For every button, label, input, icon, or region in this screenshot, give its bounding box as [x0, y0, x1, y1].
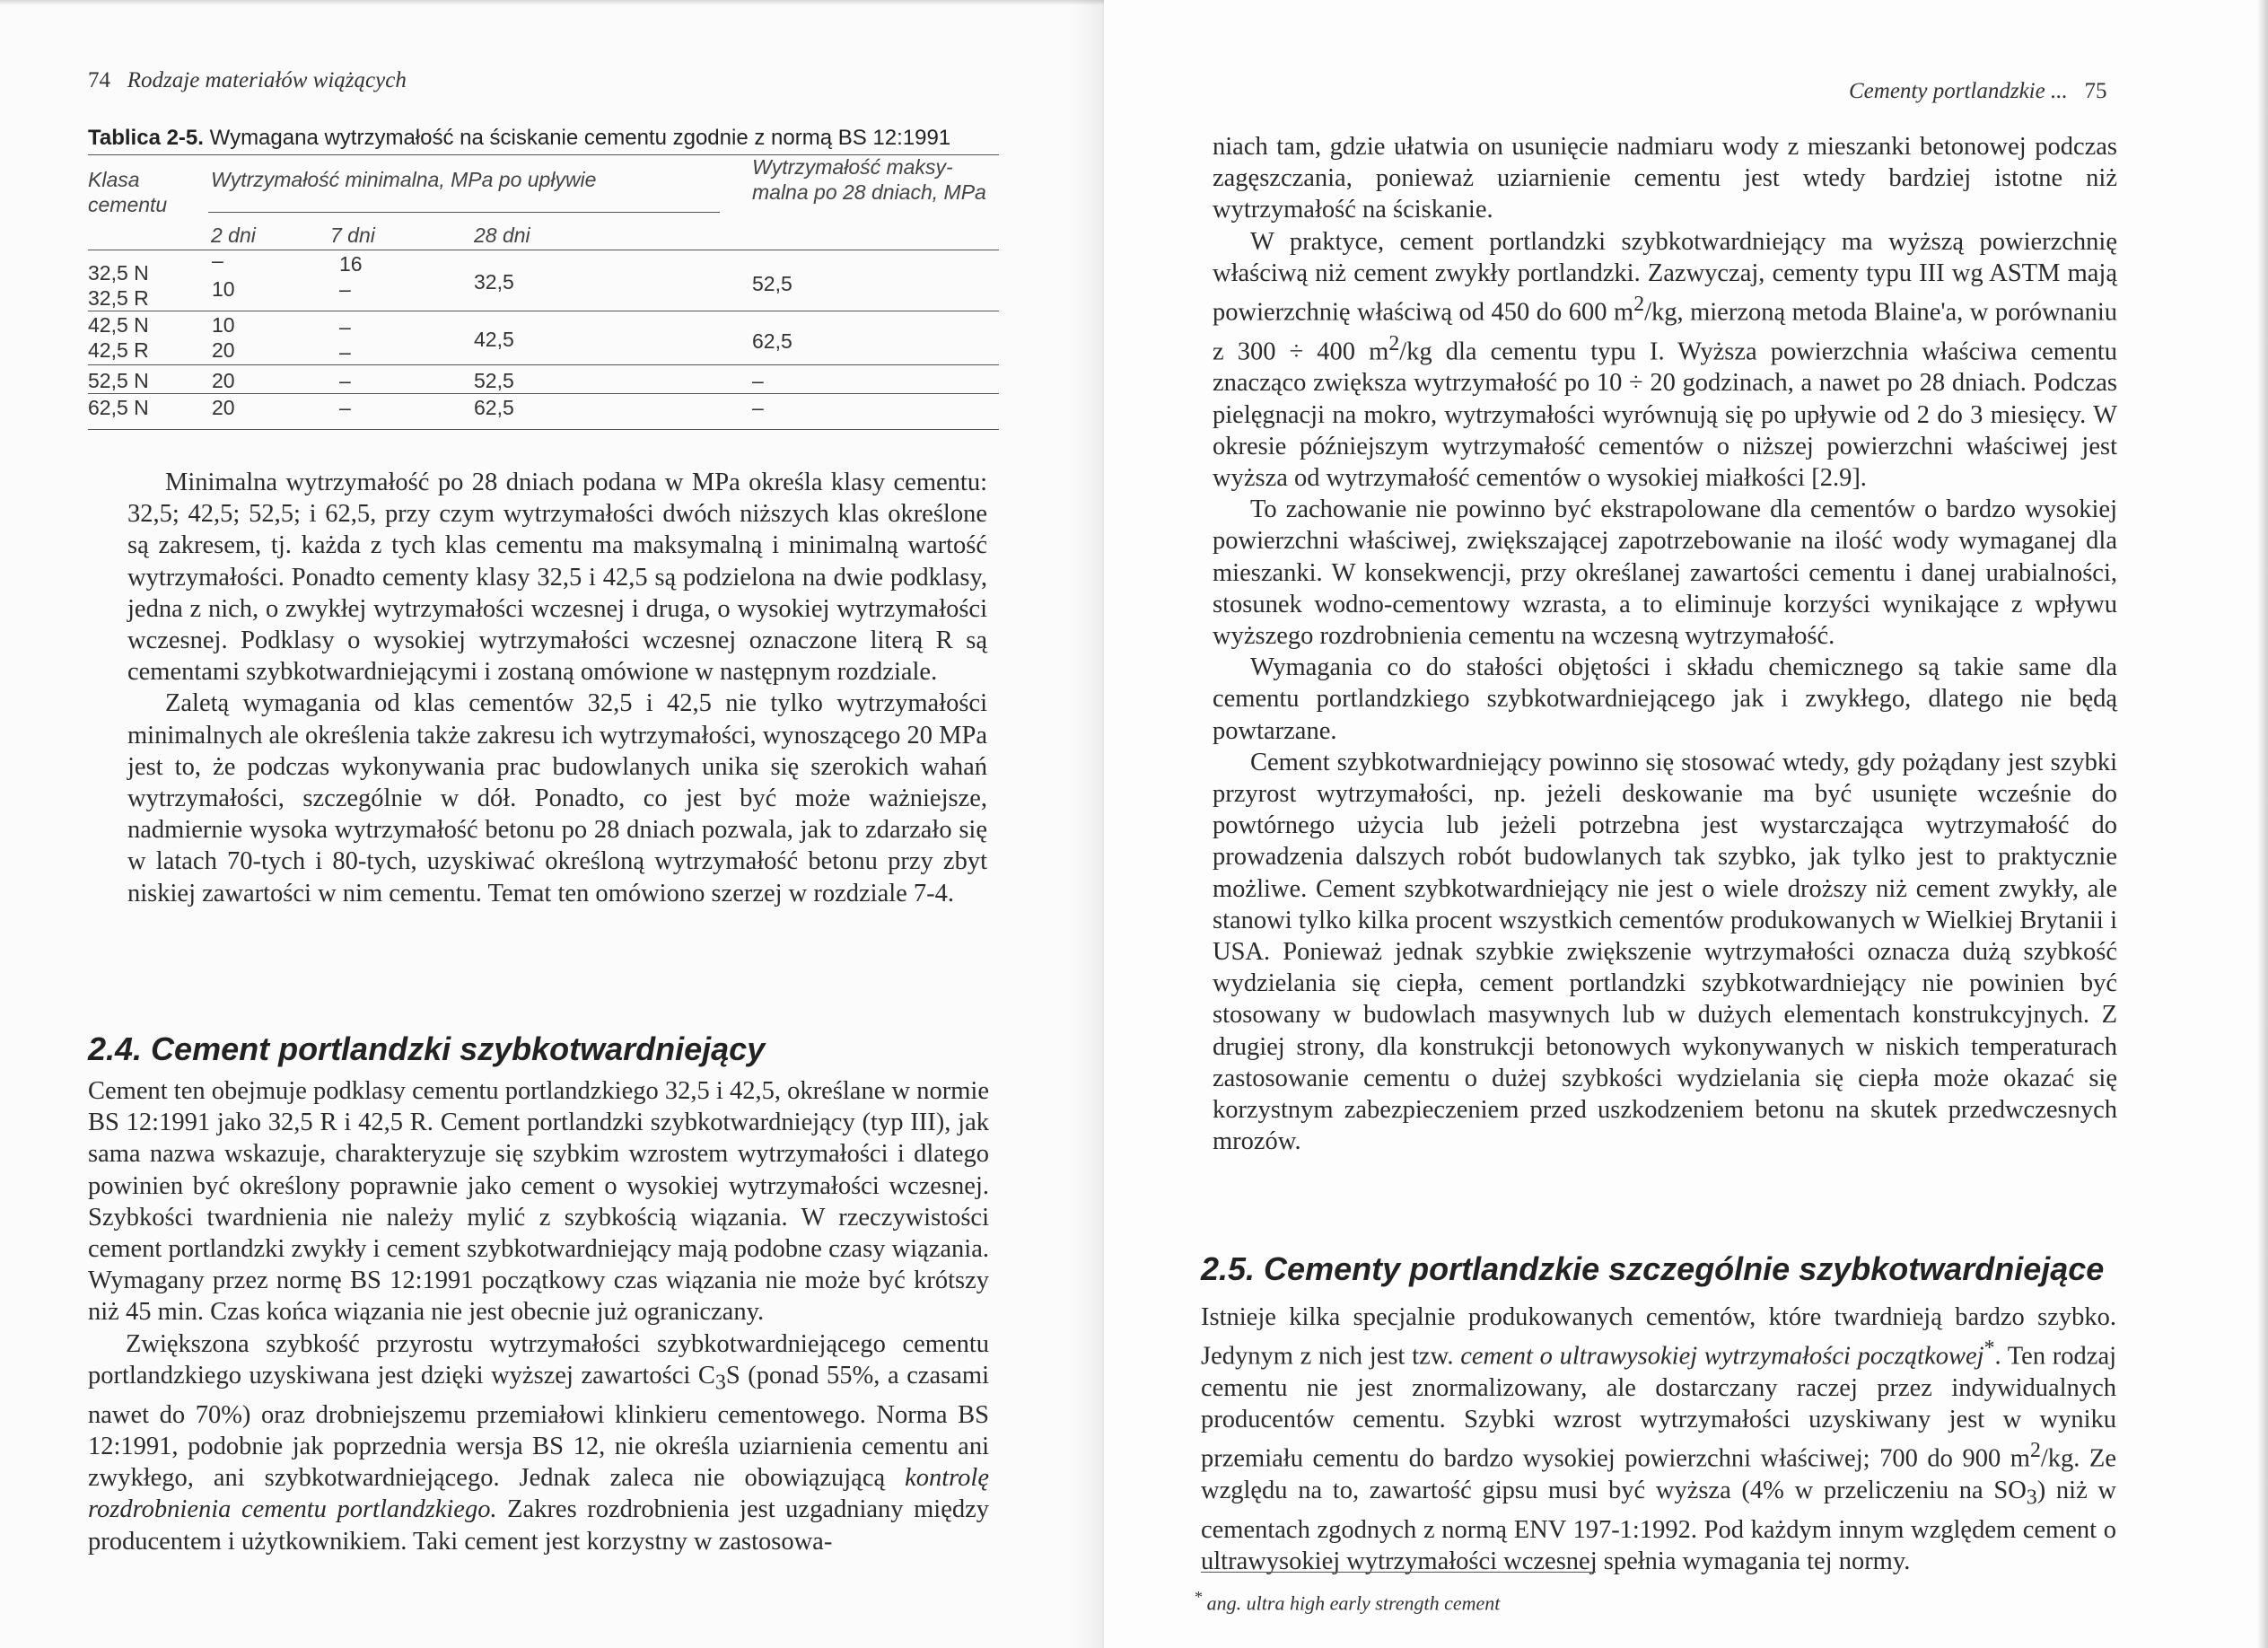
- footnote-rule: [1201, 1572, 1596, 1573]
- cell-max: –: [752, 396, 764, 419]
- header-2-dni: 2 dni: [211, 224, 256, 247]
- row-rule: [88, 364, 999, 365]
- cell-klasa: 42,5 N: [88, 313, 149, 337]
- cell-max: 62,5: [752, 329, 792, 353]
- cell-2dni: 20: [212, 369, 235, 392]
- footnote: * ang. ultra high early strength cement: [1194, 1588, 1501, 1615]
- paragraph: Zwiększona szybkość przyrostu wytrzymałości szybkotwardniejącego cementu portlandzkiego uzyskiwana jest dzięki wyższej zawartości $C_3S$ (ponad 55%, a czasami nawet do 70%) oraz drobniejszemu przemiałowi klinkieru cementowego. Norma BS 12:1991, podobnie jak poprzednia wersja BS 12, nie określa uziarnienia cementu ani zwykłego, ani szybkotwardniejącego. Jednak zaleca nie obowiązującą kontrolę rozdrobnienia cementu portlandzkiego. Zakres rozdrobnienia jest uzgadniany między producentem i użytkownikiem. Taki cement jest korzystny w zastosowa-: [88, 1329, 989, 1556]
- paragraph: Minimalna wytrzymałość po 28 dniach podana w MPa określa klasy cementu: 32,5; 42,5; 52,5; i 62,5, przy czym wytrzymałości dwóch niższych klas określone są zakresem, tj. każda z tych klas cementu ma maksymalną i minimalną wartość wytrzymałości. Ponadto cementy klasy 32,5 i 42,5 są podzielona na dwie podklasy, jedna z nich, o zwykłej wytrzymałości wczesnej i druga, o wysokiej wytrzymałości wczesnej. Podklasy o wysokiej wytrzymałości wczesnej oznaczone literą R są cementami szybkotwardniejącymi i zostaną omówione w następnym rozdziale.: [127, 469, 987, 687]
- header-max-2: malna po 28 dniach, MPa: [752, 180, 986, 204]
- table-caption: [88, 126, 950, 151]
- paragraph: W praktyce, cement portlandzki szybkotwardniejący ma wyższą powierzchnię właściwą niż cement zwykły portlandzki. Zazwyczaj, cementy typu III wg ASTM mają powierzchnię właściwą od 450 do 600 $m^2/kg$, mierzoną metoda Blaine'a, w porównaniu z 300 ÷ 400 $m^2/kg$ dla cementu typu I. Wyższa powierzchnia właściwa cementu znacząco zwiększa wytrzymałość po 10 ÷ 20 godzinach, a nawet po 28 dniach. Podczas pielęgnacji na mokro, wytrzymałości wyrównują się po upływie od 2 do 3 miesięcy. W okresie późniejszym wytrzymałość cementów o niższej powierzchni właściwej jest wyższa od wytrzymałość cementów o wysokiej miałkości [2.9].: [1213, 227, 2118, 493]
- header-sub-rule: [208, 212, 720, 213]
- right-body-1: [1213, 131, 2117, 1158]
- table-caption-label: Tablica 2-5.: [88, 126, 204, 150]
- cell-7dni: –: [339, 340, 351, 364]
- right-page: [1104, 0, 2268, 1648]
- cell-klasa: 42,5 R: [88, 338, 149, 362]
- section-heading-2-5: 2.5. Cementy portlandzkie szczególnie szybkotwardniejące: [1201, 1250, 2105, 1287]
- cell-2dni: 20: [212, 338, 235, 362]
- cell-klasa: 52,5 N: [88, 369, 149, 392]
- header-7-dni: 7 dni: [330, 224, 375, 247]
- paragraph: niach tam, gdzie ułatwia on usunięcie nadmiaru wody z mieszanki betonowej podczas zagęszczania, ponieważ uziarnienie cementu jest wtedy bardziej istotne niż wytrzymałość na ściskanie.: [1213, 133, 2117, 224]
- cell-28dni: 42,5: [474, 328, 514, 351]
- cell-7dni: –: [339, 369, 351, 392]
- cell-klasa: 32,5 R: [88, 286, 149, 310]
- page-edge: [2257, 0, 2268, 1648]
- cell-max: 52,5: [752, 272, 792, 295]
- header-min-strength: Wytrzymałość minimalna, MPa po upływie: [211, 168, 597, 191]
- left-body-2: [88, 1075, 989, 1557]
- left-running-head-title: Rodzaje materiałów wiążących: [127, 68, 407, 92]
- cell-7dni: –: [339, 277, 351, 301]
- paragraph: Wymagania co do stałości objętości i składu chemicznego są takie same dla cementu portlandzkiego szybkotwardniejącego jak i zwykłego, dlatego nie będą powtarzane.: [1213, 653, 2117, 745]
- paragraph: To zachowanie nie powinno być ekstrapolowane dla cementów o bardzo wysokiej powierzchni właściwej, zwiększającej zapotrzebowanie na ilość wody wymaganej dla mieszanki. W konsekwencji, przy określanej zawartości cementu i danej urabialności, stosunek wodno-cementowy wzrasta, a to eliminuje korzyści wynikające z wpływu wyższego rozdrobnienia cementu na wczesną wytrzymałość.: [1213, 495, 2117, 651]
- cell-28dni: 32,5: [474, 270, 514, 294]
- paragraph: Istnieje kilka specjalnie produkowanych cementów, które twardnieją bardzo szybko. Jedynym z nich jest tzw. cement o ultrawysokiej wytrzymałości początkowej*. Ten rodzaj cementu nie jest znormalizowany, ale dostarczany raczej przez indywidualnych producentów cementu. Szybki wzrost wytrzymałości uzyskiwany jest w wyniku przemiału cementu do bardzo wysokiej powierzchni właściwej; 700 do 900 $m^2/kg$. Ze względu na to, zawartość gipsu musi być wyższa (4% w przeliczeniu na $SO_3$) niż w cementach zgodnych z normą ENV 197-1:1992. Pod każdym innym względem cement o ultrawysokiej wytrzymałości wczesnej spełnia wymagania tej normy.: [1201, 1303, 2117, 1576]
- section-heading-2-4: 2.4. Cement portlandzki szybkotwardniejący: [88, 1030, 766, 1067]
- cell-2dni: 20: [212, 396, 235, 419]
- cell-7dni: 16: [339, 252, 363, 276]
- cell-2dni: 10: [212, 313, 235, 337]
- left-body-1: [127, 467, 987, 909]
- cell-klasa: 62,5 N: [88, 396, 149, 419]
- right-running-head: [1849, 79, 2106, 104]
- left-page-number: 74: [88, 68, 110, 92]
- cell-2dni: 10: [212, 277, 235, 301]
- table-bottom-rule: [88, 429, 999, 430]
- right-body-2: [1201, 1302, 2116, 1577]
- cell-klasa: 32,5 N: [88, 261, 149, 285]
- cell-28dni: 62,5: [474, 396, 514, 419]
- cell-28dni: 52,5: [474, 369, 514, 392]
- paragraph: Cement szybkotwardniejący powinno się stosować wtedy, gdy pożądany jest szybki przyrost wytrzymałości, np. jeżeli deskowanie ma być usunięte wcześnie do powtórnego użycia lub jeżeli potrzebna jest wystarczająca wytrzymałość do prowadzenia dalszych robót budowlanych tak szybko, jak tylko jest to praktycznie możliwe. Cement szybkotwardniejący nie jest o wiele droższy niż cement zwykły, ale stanowi tylko kilka procent wszystkich cementów produkowanych w Wielkiej Brytanii i USA. Ponieważ jednak szybkie zwiększenie wytrzymałości oznacza dużą szybkość wydzielania się ciepła, cement portlandzki szybkotwardniejący nie powinien być stosowany w budowlach masywnych lub w dużych elementach konstrukcyjnych. Z drugiej strony, dla konstrukcji betonowych wykonywanych w niskich temperaturach zastosowanie cementu o dużej szybkości wydzielania się ciepła może okazać się korzystnym zabezpieczeniem przed uszkodzeniem betonu na skutek przedwczesnych mrozów.: [1213, 748, 2117, 1156]
- header-max-1: Wytrzymałość maksy-: [752, 155, 953, 179]
- table-caption-text: Wymagana wytrzymałość na ściskanie cementu zgodnie z normą BS 12:1991: [209, 126, 951, 150]
- cell-7dni: –: [339, 396, 351, 419]
- cell-2dni: –: [212, 249, 223, 272]
- header-klasa-1: Klasa: [88, 168, 140, 191]
- page-edge: [0, 0, 1104, 5]
- paragraph: Cement ten obejmuje podklasy cementu portlandzkiego 32,5 i 42,5, określane w normie BS 12:1991 jako 32,5 R i 42,5 R. Cement portlandzki szybkotwardniejący (typ III), jak sama nazwa wskazuje, charakteryzuje się szybkim wzrostem wytrzymałości i dlatego powinien być określony poprawnie jako cement o wysokiej wytrzymałości wczesnej. Szybkości twardnienia nie należy mylić z szybkością wiązania. W rzeczywistości cement portlandzki zwykły i cement szybkotwardniejący mają podobne czasy wiązania. Wymagany przez normę BS 12:1991 początkowy czas wiązania nie może być krótszy niż 45 min. Czas końca wiązania nie jest obecnie już ograniczany.: [88, 1077, 989, 1327]
- left-page: [0, 0, 1104, 1648]
- right-running-head-title: Cementy portlandzkie ...: [1849, 79, 2068, 103]
- paragraph: Zaletą wymagania od klas cementów 32,5 i 42,5 nie tylko wytrzymałości minimalnych ale określenia także zakresu ich wytrzymałości, wynoszącego 20 MPa jest to, że podczas wykonywania prac budowlanych unika się szerokich wahań wytrzymałości, szczególnie w dół. Ponadto, co jest być może ważniejsze, nadmiernie wysoka wytrzymałość betonu po 28 dniach pozwala, jak to zdarzało się w latach 70-tych i 80-tych, uzyskiwać określoną wytrzymałość betonu przy zbyt niskiej zawartości w nim cementu. Temat ten omówiono szerzej w rozdziale 7-4.: [127, 689, 987, 907]
- header-klasa-2: cementu: [88, 193, 168, 216]
- left-running-head: [88, 68, 407, 93]
- cell-7dni: –: [339, 315, 351, 338]
- header-28-dni: 28 dni: [474, 224, 530, 247]
- right-page-number: 75: [2084, 79, 2107, 103]
- cell-max: –: [752, 369, 764, 392]
- row-rule: [88, 393, 999, 394]
